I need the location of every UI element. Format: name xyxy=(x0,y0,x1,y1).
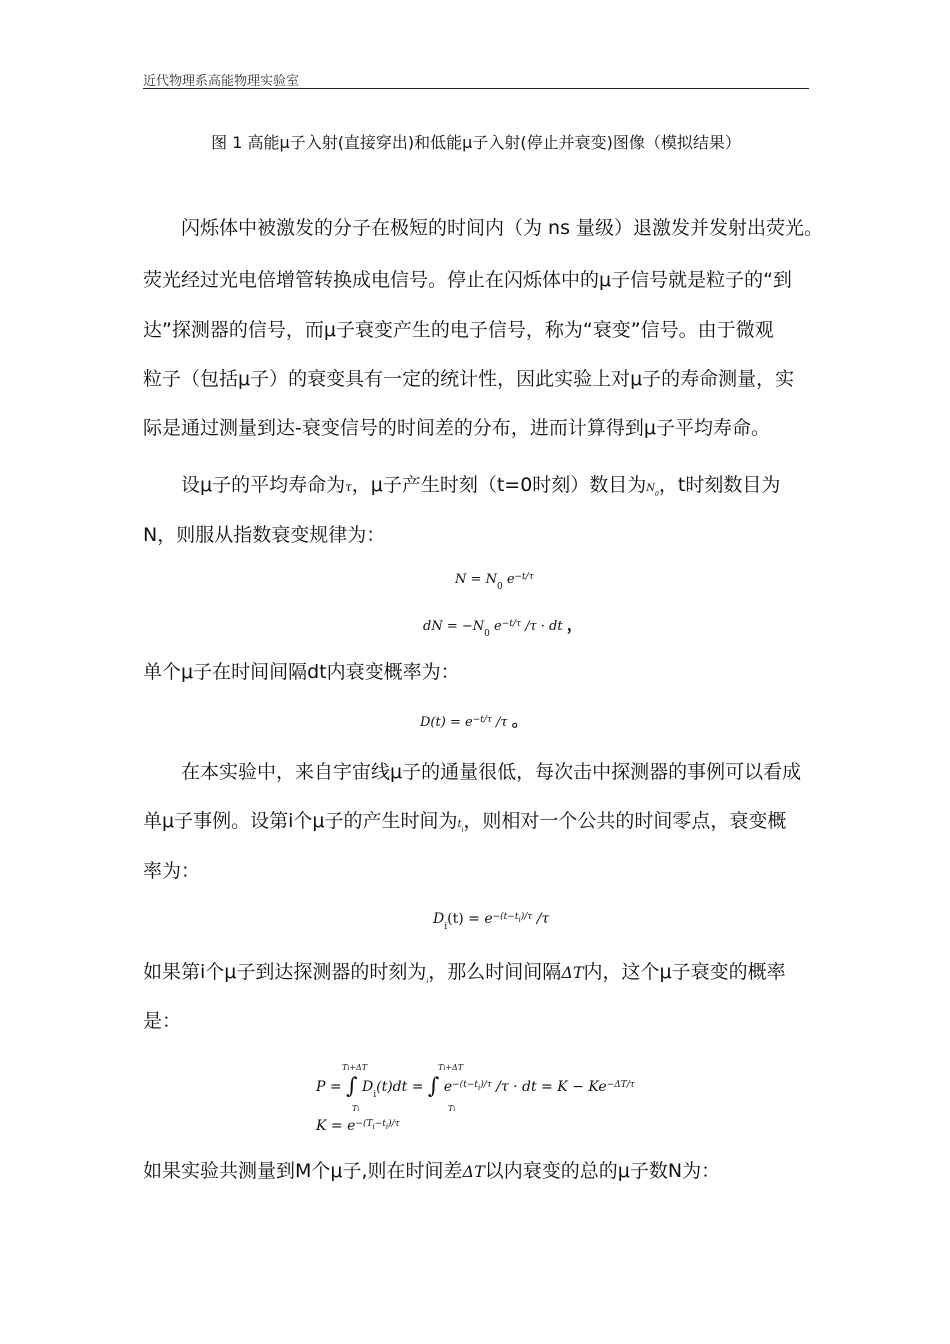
eq-sign: = xyxy=(446,619,458,634)
eq-symbol: e xyxy=(494,619,502,634)
eq-exponent: −t/τ xyxy=(514,572,534,582)
eq-symbol: e xyxy=(506,572,515,587)
integral-1-lower-limit xyxy=(352,1104,359,1113)
eq-exponent: −t/τ xyxy=(472,715,492,725)
equation-2 xyxy=(423,612,583,639)
eq-symbol: e xyxy=(464,715,473,730)
paragraph-1-line-2: 荧光经过光电倍增管转换成电信号。停止在闪烁体中的μ子信号就是粒子的“到 xyxy=(143,269,792,291)
eq-symbol: e xyxy=(484,911,493,927)
eq-sign: = xyxy=(449,715,461,730)
n-symbol: N xyxy=(646,483,656,494)
text: ，那么时间间隔 xyxy=(428,961,562,983)
paragraph-4-line-1: 在本实验中，来自宇宙线μ子的通量很低，每次击中探测器的事例可以看成 xyxy=(181,761,802,783)
eq-symbol: K xyxy=(316,1118,327,1134)
eq-symbol: K xyxy=(557,1079,568,1095)
eq-symbol: (t) xyxy=(447,911,464,927)
tau-symbol: τ xyxy=(345,480,352,494)
eq-subscript: 0 xyxy=(496,582,503,592)
limit-sub: i xyxy=(357,1106,360,1113)
equation-6 xyxy=(316,1118,400,1134)
text: ，则相对一个公共的时间零点，衰变概 xyxy=(463,810,787,832)
equation-5-main xyxy=(316,1072,635,1100)
eq-symbol: e xyxy=(598,1079,607,1095)
eq-symbol: − K xyxy=(572,1079,599,1095)
eq-sign: = xyxy=(329,1079,342,1095)
eq-exponent-sub: i xyxy=(518,916,521,924)
eq-symbol: dN xyxy=(423,619,443,634)
eq-subscript: i xyxy=(444,922,448,932)
eq-exponent-sub: i xyxy=(385,1123,389,1131)
equation-4 xyxy=(433,911,550,932)
integral-sign: ∫ xyxy=(346,1074,358,1099)
integral-2-upper-limit xyxy=(438,1063,463,1072)
eq-punct: 。 xyxy=(511,711,528,730)
limit: T xyxy=(352,1104,358,1113)
t-symbol: t xyxy=(457,819,462,830)
integral-sign: ∫ xyxy=(427,1074,440,1099)
eq-subscript: i xyxy=(373,1090,377,1100)
paragraph-4-line-2 xyxy=(143,806,809,833)
page-header: 近代物理系高能物理实验室 xyxy=(143,74,300,89)
paragraph-5-line-1 xyxy=(143,957,809,984)
text: 单μ子事例。设第i个μ子的产生时间为 xyxy=(143,810,458,832)
eq-symbol: P xyxy=(316,1079,326,1095)
delta-t-symbol: ΔT xyxy=(462,1162,485,1181)
eq-exponent: −t/τ xyxy=(501,619,521,629)
eq-rest: /τ · dt xyxy=(525,619,563,634)
eq-exponent: )/τ xyxy=(388,1119,400,1129)
eq-rest: /τ · dt xyxy=(496,1079,537,1095)
eq-exponent-sub: i xyxy=(477,1084,481,1092)
limit-sub: i xyxy=(443,1065,446,1072)
integral-1-upper-limit xyxy=(342,1063,367,1072)
eq-exponent-sub: i xyxy=(372,1123,375,1131)
eq-symbol: (t)dt xyxy=(376,1079,408,1095)
eq-exponent: )/τ xyxy=(520,912,533,922)
t-subscript: i xyxy=(461,827,464,834)
limit-sub: i xyxy=(453,1106,456,1113)
paragraph-4-line-3: 率为： xyxy=(143,860,201,882)
limit: +ΔT xyxy=(445,1063,464,1072)
text: ，μ子产生时刻（t=0时刻）数目为 xyxy=(351,474,647,496)
text: ，t时刻数目为 xyxy=(658,474,781,496)
eq-symbol: e xyxy=(347,1118,356,1134)
paragraph-2-line-2: N，则服从指数衰变规律为： xyxy=(143,524,386,546)
limit: T xyxy=(448,1104,454,1113)
eq-symbol: e xyxy=(443,1079,453,1095)
t-subscript: i xyxy=(426,978,429,985)
eq-symbol: D xyxy=(433,911,445,927)
limit: +ΔT xyxy=(349,1063,368,1072)
eq-exponent: −(t−t xyxy=(492,912,519,922)
n-subscript: 0 xyxy=(655,491,659,498)
eq-symbol: −N xyxy=(461,619,485,634)
eq-sign: = xyxy=(330,1118,343,1134)
eq-symbol: D(t) xyxy=(420,715,446,730)
paragraph-1-line-4: 粒子（包括μ子）的衰变具有一定的统计性，因此实验上对μ子的寿命测量，实 xyxy=(143,368,795,390)
equation-1 xyxy=(455,572,534,592)
eq-symbol: N xyxy=(455,572,467,587)
limit: T xyxy=(438,1063,444,1072)
eq-rest: /τ xyxy=(536,911,550,927)
eq-exponent: −t xyxy=(374,1119,386,1129)
eq-symbol: N xyxy=(485,572,497,587)
text: 以内衰变的总的μ子数N为： xyxy=(484,1160,721,1182)
text: 内，这个μ子衰变的概率 xyxy=(583,961,786,983)
eq-symbol: D xyxy=(361,1079,374,1095)
text: 如果实验共测量到M个μ子,则在时间差 xyxy=(143,1160,463,1182)
figure-caption: 图 1 高能μ子入射(直接穿出)和低能μ子入射(停止并衰变)图像（模拟结果） xyxy=(211,133,741,152)
eq-exponent: −(t−t xyxy=(452,1080,478,1090)
paragraph-1-line-5: 际是通过测量到达-衰变信号的时间差的分布，进而计算得到μ子平均寿命。 xyxy=(143,417,770,439)
eq-exponent: −(T xyxy=(355,1119,373,1129)
limit-sub: i xyxy=(347,1065,350,1072)
paragraph-5-line-2: 是： xyxy=(143,1010,182,1032)
paragraph-1-line-3: 达”探测器的信号，而μ子衰变产生的电子信号，称为“衰变”信号。由于微观 xyxy=(143,319,774,341)
eq-sign: = xyxy=(411,1079,424,1095)
paragraph-1-line-1: 闪烁体中被激发的分子在极短的时间内（为 ns 量级）退激发并发射出荧光。 xyxy=(181,217,824,239)
eq-exponent: )/τ xyxy=(480,1080,492,1090)
equation-3 xyxy=(420,708,528,731)
text: 设μ子的平均寿命为 xyxy=(181,474,346,496)
paragraph-3-line-1: 单个μ子在时间间隔dt内衰变概率为： xyxy=(143,661,460,683)
eq-exponent: −ΔT/τ xyxy=(606,1080,635,1090)
integral-2-lower-limit xyxy=(448,1104,455,1113)
header-rule xyxy=(143,88,809,89)
text: 如果第i个μ子到达探测器的时刻为 xyxy=(143,961,427,983)
paragraph-6-line-1 xyxy=(143,1156,809,1183)
eq-sign: = xyxy=(468,911,480,927)
eq-punct: ， xyxy=(566,615,583,634)
eq-subscript: 0 xyxy=(484,629,490,639)
limit: T xyxy=(342,1063,348,1072)
paragraph-2-line-1 xyxy=(181,470,847,497)
eq-sign: = xyxy=(470,572,482,587)
eq-sign: = xyxy=(541,1079,553,1095)
eq-rest: /τ xyxy=(496,715,508,730)
delta-t-symbol: ΔT xyxy=(561,963,584,982)
